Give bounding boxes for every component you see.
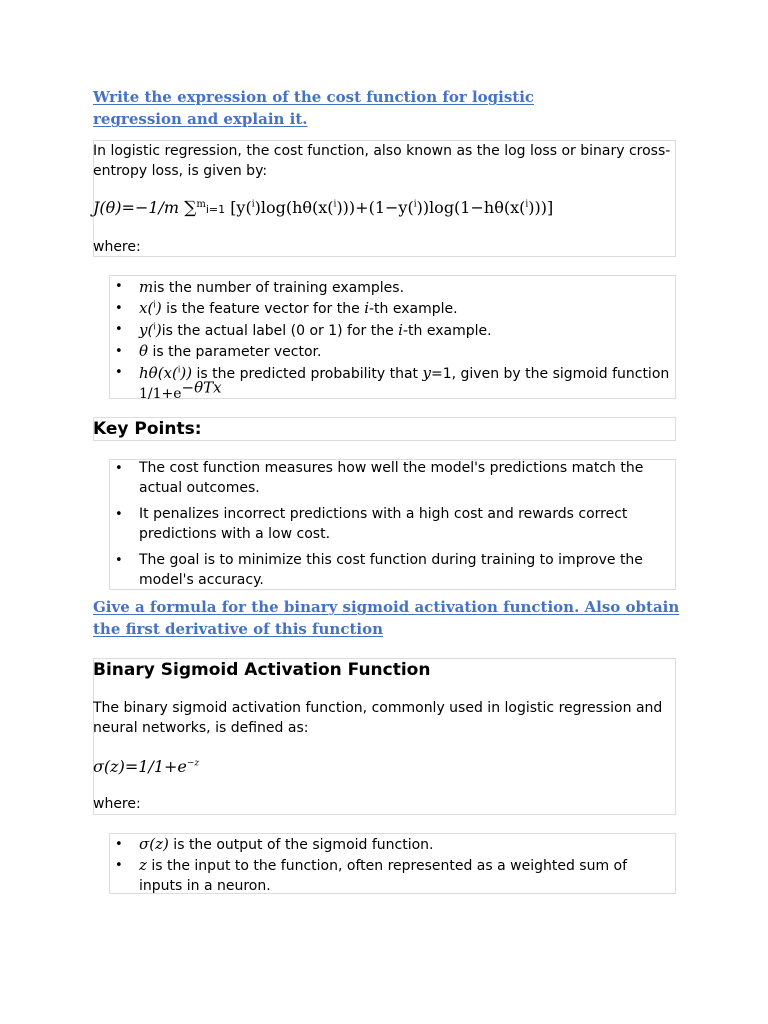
sigmoid-heading: Binary Sigmoid Activation Function (93, 660, 431, 680)
list-item: • z is the input to the function, often represented as a weighted sum of inputs in a neuron. (109, 856, 674, 896)
list-item: • The cost function measures how well the model's predictions match the actual outcomes. (109, 459, 674, 498)
where-label-1: where: (93, 239, 141, 255)
list-item: • mis the number of training examples. (109, 277, 674, 298)
list-item: • θ is the parameter vector. (109, 341, 674, 363)
question-2-line-2: the first derivative of this function (93, 620, 383, 638)
list-item: • y($^i$)is the actual label (0 or 1) for the i-th example. (109, 320, 674, 341)
sum-lower: i=1 (205, 203, 226, 216)
key-points-heading: Key Points: (93, 419, 202, 439)
question-2-heading[interactable] (93, 596, 713, 640)
where-label-2: where: (93, 796, 141, 812)
sigmoid-intro-text: The binary sigmoid activation function, commonly used in logistic regression and neural networks, is defined as: (93, 700, 663, 736)
cost-intro-text: In logistic regression, the cost function, also known as the log loss or binary cross-entropy loss, is given by: (93, 143, 671, 179)
formula-lhs: J(θ)=−1/m (93, 198, 180, 217)
question-1-line-2: regression and explain it. (93, 110, 308, 128)
sigmoid-definitions-list (109, 834, 674, 896)
list-item: • x($^i$) is the feature vector for the i-th example. (109, 298, 674, 320)
sum-symbol: ∑ (184, 198, 197, 218)
list-item: • The goal is to minimize this cost function during training to improve the model's accuracy. (109, 551, 674, 590)
key-points-list (109, 459, 674, 590)
definitions-list (109, 277, 674, 404)
cost-function-formula (93, 198, 553, 218)
list-item: • It penalizes incorrect predictions with a high cost and rewards correct predictions with a low cost. (109, 505, 674, 544)
sum-upper: m (196, 199, 206, 210)
question-1-line-1: Write the expression of the cost function for logistic (93, 88, 535, 106)
list-item: • hθ(x($^i$)) is the predicted probability that y=1, given by the sigmoid function $1/1+e^{-\theta Tx}$ (109, 363, 674, 404)
list-item: • σ(z) is the output of the sigmoid function. (109, 834, 674, 856)
sigmoid-formula: $\sigma(z)=1/1+e^{-z}$ (93, 757, 200, 776)
question-2-line-1: Give a formula for the binary sigmoid activation function. Also obtain (93, 598, 680, 616)
formula-body: [y($^i$)log(hθ(x($^i$)))+(1−y($^i$))log(1−hθ(x($^i$)))] (230, 198, 554, 217)
question-1-heading[interactable] (93, 86, 693, 130)
